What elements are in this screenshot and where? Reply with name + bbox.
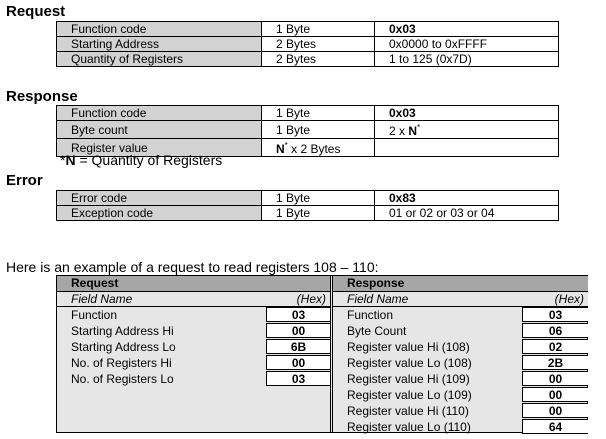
list-item <box>333 307 588 323</box>
table-row <box>57 106 559 121</box>
field-name-label: Field Name <box>71 292 133 306</box>
hex-value: 2B <box>522 355 588 370</box>
field-size: 1 Byte <box>262 191 375 206</box>
field-value <box>375 139 559 157</box>
note-n: N <box>65 152 76 168</box>
example-response-subheader <box>333 292 588 307</box>
field-name: Error code <box>57 191 262 206</box>
hex-value: 00 <box>522 403 588 418</box>
hex-value: 00 <box>522 371 588 386</box>
list-item <box>333 339 588 355</box>
field-size: 1 Byte <box>262 22 375 37</box>
response-table <box>56 105 559 157</box>
size-n: N <box>276 142 285 156</box>
hex-value: 03 <box>266 371 330 386</box>
field-value: 01 or 02 or 03 or 04 <box>375 206 559 221</box>
hex-label: (Hex) <box>296 292 326 306</box>
list-item <box>57 371 330 387</box>
table-row <box>57 191 559 206</box>
table-row <box>57 37 559 52</box>
value-n: N <box>408 124 418 138</box>
field-value: 0x0000 to 0xFFFF <box>375 37 559 52</box>
field-label: Register value Lo (108) <box>347 356 472 370</box>
list-item <box>57 307 330 323</box>
quantity-note <box>60 152 222 169</box>
example-response-header: Response <box>333 276 588 292</box>
field-label: No. of Registers Hi <box>71 356 172 370</box>
list-item <box>333 355 588 371</box>
size-text: x 2 Bytes <box>287 142 341 156</box>
field-label: No. of Registers Lo <box>71 372 174 386</box>
hex-value: 02 <box>522 339 588 354</box>
note-star: * <box>60 152 66 168</box>
list-item <box>57 339 330 355</box>
field-value: 0x03 <box>375 106 559 121</box>
error-table <box>56 190 559 221</box>
field-size: 1 Byte <box>262 121 375 139</box>
example-request-subheader <box>57 292 330 307</box>
list-item <box>333 371 588 387</box>
field-label: Register value Hi (110) <box>347 404 469 418</box>
field-name: Exception code <box>57 206 262 221</box>
field-size: 1 Byte <box>262 106 375 121</box>
field-value: 0x83 <box>375 191 559 206</box>
list-item <box>333 419 588 435</box>
list-item <box>333 403 588 419</box>
hex-value: 06 <box>522 323 588 338</box>
size-star: * <box>284 141 288 150</box>
example-request-rows <box>57 307 330 387</box>
field-label: Function <box>71 308 118 322</box>
hex-value: 03 <box>266 307 330 322</box>
field-value: 0x03 <box>375 22 559 37</box>
list-item <box>57 355 330 371</box>
field-size: 1 Byte <box>262 206 375 221</box>
hex-value: 00 <box>266 323 330 338</box>
value-prefix: 2 x <box>389 124 409 138</box>
table-row <box>57 206 559 221</box>
example-table <box>56 275 588 433</box>
hex-value: 64 <box>522 419 588 434</box>
example-intro: Here is an example of a request to read registers 108 – 110: <box>6 259 379 275</box>
table-row <box>57 22 559 37</box>
field-name: Byte count <box>57 121 262 139</box>
hex-label: (Hex) <box>554 292 584 306</box>
field-name-label: Field Name <box>347 292 409 306</box>
list-item <box>57 323 330 339</box>
value-star: * <box>417 123 421 132</box>
request-table <box>56 21 559 67</box>
field-name: Function code <box>57 106 262 121</box>
hex-value: 00 <box>266 355 330 370</box>
response-heading: Response <box>6 88 78 105</box>
hex-value: 6B <box>266 339 330 354</box>
list-item <box>333 323 588 339</box>
field-label: Function <box>347 308 394 322</box>
field-name: Register value <box>57 139 262 157</box>
field-value: 1 to 125 (0x7D) <box>375 52 559 67</box>
table-row <box>57 52 559 67</box>
field-label: Byte Count <box>347 324 407 338</box>
field-size: 2 Bytes <box>262 37 375 52</box>
field-label: Register value Hi (109) <box>347 372 470 386</box>
error-heading: Error <box>6 172 43 189</box>
field-size: 2 Bytes <box>262 52 375 67</box>
field-name: Starting Address <box>57 37 262 52</box>
field-label: Register value Lo (110) <box>347 420 471 434</box>
field-value <box>375 121 559 139</box>
request-heading: Request <box>6 3 66 20</box>
example-request-column <box>57 276 331 432</box>
field-label: Register value Hi (108) <box>347 340 470 354</box>
list-item <box>333 387 588 403</box>
field-size <box>262 139 375 157</box>
example-response-column <box>332 276 588 432</box>
hex-value: 00 <box>522 387 588 402</box>
field-name: Function code <box>57 22 262 37</box>
hex-value: 03 <box>522 307 588 322</box>
field-label: Register value Lo (109) <box>347 388 472 402</box>
field-name: Quantity of Registers <box>57 52 262 67</box>
table-row <box>57 121 559 139</box>
field-label: Starting Address Lo <box>71 340 176 354</box>
example-response-rows <box>333 307 588 435</box>
field-label: Starting Address Hi <box>71 324 174 338</box>
note-text: = Quantity of Registers <box>75 152 223 168</box>
example-request-header: Request <box>57 276 330 292</box>
